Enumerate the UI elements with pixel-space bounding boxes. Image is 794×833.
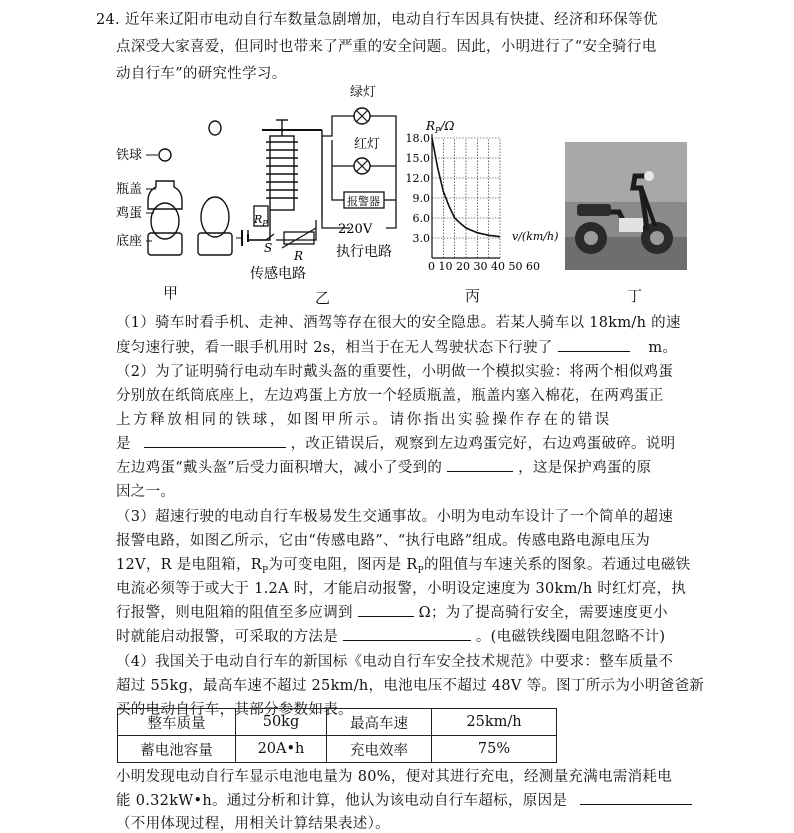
label-voltage: 220V (338, 222, 373, 237)
p4-line-3: 买的电动自行车，其部分参数如表。 (116, 702, 353, 718)
label-rp: $R_P$ (254, 213, 268, 228)
question-number: 24. (96, 12, 120, 28)
table-cell: 25km/h (432, 709, 557, 736)
p3-line-6: 时就能启动报警，可采取的方法是 。(电磁铁线圈电阻忽略不计) (116, 629, 666, 645)
caption-bing: 丙 (465, 287, 481, 305)
p3-line-3: 12V，R 是电阻箱，$R_P$为可变电阻，图丙是 $R_P$的阻值与车速关系的图象。若通过电磁铁 (116, 557, 691, 576)
p3-line-5: 行报警，则电阻箱的阻值至多应调到 Ω；为了提高骑行安全，需要速度更小 (116, 605, 668, 621)
label-iron-ball: 铁球 (116, 148, 143, 163)
table-cell: 整车质量 (118, 709, 236, 736)
caption-jia: 甲 (163, 284, 179, 302)
p2-line-5: 左边鸡蛋“戴头盔”后受力面积增大，减小了受到的 ，这是保护鸡蛋的原 (116, 460, 652, 476)
table-cell: 充电效率 (327, 736, 432, 763)
scooter-seat (577, 204, 611, 216)
label-egg: 鸡蛋 (116, 206, 143, 221)
p4-line-5: 能 0.32kW•h。通过分析和计算，他认为该电动自行车超标，原因是 (116, 789, 692, 810)
p3-line-4: 电流必须等于或大于 1.2A 时，才能启动报警，小明设定速度为 30km/h 时红灯亮，执 (116, 581, 687, 597)
params-table (117, 708, 557, 763)
chart-x-ticks: 0 10 20 30 40 50 60 (428, 260, 540, 273)
label-alarm: 报警器 (347, 195, 380, 208)
iron-ball-right (209, 121, 221, 135)
p4-line-2: 超过 55kg，最高车速不超过 25km/h，电池电压不超过 48V 等。图丁所示为小明爸爸新 (116, 678, 705, 694)
p3-line-1: （3）超速行驶的电动自行车极易发生交通事故。小明为电动车设计了一个简单的超速 (116, 509, 674, 525)
label-green-light: 绿灯 (350, 85, 377, 100)
p4-line-1: （4）我国关于电动自行车的新国标《电动自行车安全技术规范》中要求：整车质量不 (116, 654, 674, 670)
caption-ding: 丁 (627, 287, 643, 305)
p4-line-6: （不用体现过程，用相关计算结果表述）。 (116, 816, 390, 832)
p2-line-1: （2）为了证明骑行电动车时戴头盔的重要性，小明做一个模拟实验：将两个相似鸡蛋 (116, 364, 674, 380)
p3-line-2: 报警电路，如图乙所示，它由“传感电路”、“执行电路”组成。传感电路电源电压为 (116, 533, 651, 549)
chart-y-tick-label: 6.0 (412, 212, 430, 225)
question-line-1: 24. 近年来辽阳市电动自行车数量急剧增加，电动自行车因具有快捷、经济和环保等优 (96, 12, 658, 28)
label-executing-circuit: 执行电路 (336, 244, 392, 260)
p1-line-2: 度匀速行驶，看一眼手机用时 2s，相当于在无人驾驶状态下行驶了 m。 (116, 340, 678, 356)
p2-line-6: 因之一。 (116, 484, 176, 500)
bottle-cap (148, 181, 182, 209)
table-cell: 75% (432, 736, 557, 763)
table-row (118, 736, 557, 763)
iron-ball-left (159, 149, 171, 161)
figure-bing (405, 118, 568, 278)
label-red-light: 红灯 (354, 137, 381, 152)
base-left (148, 233, 182, 255)
label-sensing-circuit: 传感电路 (250, 266, 306, 282)
answer-blank-3[interactable] (447, 459, 513, 472)
question-line-2: 点深受大家喜爱，但同时也带来了严重的安全问题。因此，小明进行了“安全骑行电 (116, 39, 657, 55)
p1-line-1: （1）骑车时看手机、走神、酒驾等存在很大的安全隐患。若某人骑车以 18km/h 的速 (116, 315, 681, 331)
p4-line-4: 小明发现电动自行车显示电池电量为 80%，便对其进行充电，经测量充满电需消耗电 (116, 769, 673, 785)
chart-y-tick-label: 3.0 (412, 232, 430, 245)
p2-line-2: 分别放在纸筒底座上，左边鸡蛋上方放一个轻质瓶盖，瓶盖内塞入棉花，在两鸡蛋正 (116, 388, 664, 404)
p2-line-3: 上方释放相同的铁球，如图甲所示。请你指出实验操作存在的错误 (116, 412, 612, 428)
answer-blank-4[interactable] (358, 604, 414, 617)
egg-right (201, 197, 229, 237)
table-cell: 50kg (236, 709, 327, 736)
table-cell: 蓄电池容量 (118, 736, 236, 763)
chart-y-tick-label: 9.0 (412, 192, 430, 205)
electromagnet-coil (266, 142, 298, 198)
table-cell: 20A•h (236, 736, 327, 763)
answer-blank-2[interactable] (144, 435, 286, 448)
label-switch: S (264, 241, 273, 255)
table-cell: 最高车速 (327, 709, 432, 736)
label-bottle-cap: 瓶盖 (116, 182, 143, 197)
answer-blank-5[interactable] (343, 628, 471, 641)
answer-blank-1[interactable] (558, 339, 630, 352)
chart-y-label: $R_P/\Omega$ (426, 119, 455, 135)
label-r: R (294, 249, 304, 263)
chart-y-tick-label: 12.0 (405, 172, 430, 185)
caption-yi: 乙 (315, 289, 331, 307)
chart-y-tick-label: 18.0 (405, 132, 430, 145)
chart-y-tick-label: 15.0 (405, 152, 430, 165)
table-row (118, 709, 557, 736)
question-line-3: 动自行车”的研究性学习。 (116, 66, 287, 82)
label-base: 底座 (116, 234, 143, 249)
chart-x-label: v/(km/h) (512, 230, 559, 243)
figure-yi (232, 80, 417, 290)
p2-line-4: 是 ，改正错误后，观察到左边鸡蛋完好，右边鸡蛋破碎。说明 (116, 436, 676, 452)
answer-blank-6[interactable] (580, 792, 692, 805)
figure-ding-photo (565, 142, 687, 270)
